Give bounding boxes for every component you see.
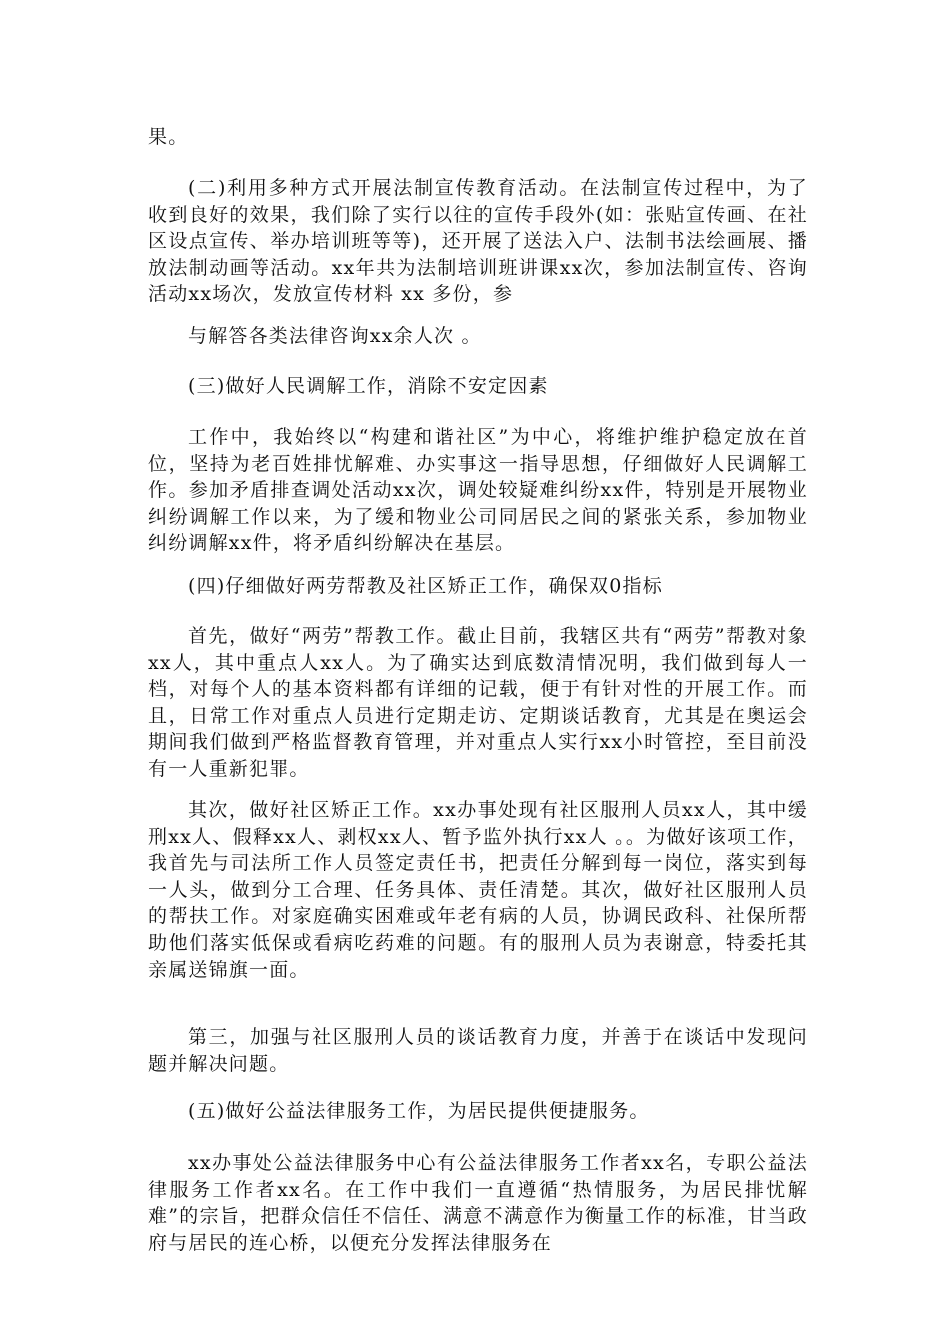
second-point-paragraph: 其次，做好社区矫正工作。xx办事处现有社区服刑人员xx人，其中缓刑xx人、假释xx人、剥权xx人、暂予监外执行xx人 。。为做好该项工作，我首先与司法所工作人员签定责任书，把责任分解到每一岗位，落实到每一人头，做到分工合理、任务具体、责任清楚。其次，做好社区服刑人员的帮扶工作。对家庭确实困难或年老有病的人员，协调民政科、社保所帮助他们落实低保或看病吃药难的问题。有的服刑人员为表谢意，特委托其亲属送锦旗一面。: [148, 799, 808, 981]
legal-service-paragraph: xx办事处公益法律服务中心有公益法律服务工作者xx名，专职公益法律服务工作者xx名。在工作中我们一直遵循“热情服务，为居民排忧解难”的宗旨，把群众信任不信任、满意不满意作为衡量工作的标准，甘当政府与居民的连心桥，以便充分发挥法律服务在: [148, 1152, 808, 1254]
paragraph-continuation: 果。: [148, 126, 189, 148]
legal-consultation-paragraph: 与解答各类法律咨询xx余人次 。: [188, 325, 482, 347]
section-two-heading-paragraph: (二)利用多种方式开展法制宣传教育活动。在法制宣传过程中，为了收到良好的效果，我们除了实行以往的宣传手段外(如：张贴宣传画、在社区设点宣传、举办培训班等等)，还开展了送法入户、法制书法绘画展、播放法制动画等活动。xx年共为法制培训班讲课xx次，参加法制宣传、咨询活动xx场次，发放宣传材料 xx 多份，参: [148, 177, 808, 306]
section-five-heading: (五)做好公益法律服务工作，为居民提供便捷服务。: [188, 1100, 650, 1122]
section-three-heading: (三)做好人民调解工作，消除不安定因素: [188, 375, 549, 397]
mediation-work-paragraph: 工作中，我始终以“构建和谐社区”为中心，将维护维护稳定放在首位，坚持为老百姓排忧解难、办实事这一指导思想，仔细做好人民调解工作。参加矛盾排查调处活动xx次，调处较疑难纠纷xx件，特别是开展物业纠纷调解工作以来，为了缓和物业公司同居民之间的紧张关系，参加物业纠纷调解xx件，将矛盾纠纷解决在基层。: [148, 426, 808, 555]
first-point-paragraph: 首先，做好“两劳”帮教工作。截止目前，我辖区共有“两劳”帮教对象xx人，其中重点人xx人。为了确实达到底数清情况明，我们做到每人一档，对每个人的基本资料都有详细的记载，便于有针对性的开展工作。而且，日常工作对重点人员进行定期走访、定期谈话教育，尤其是在奥运会期间我们做到严格监督教育管理，并对重点人实行xx小时管控，至目前没有一人重新犯罪。: [148, 625, 808, 780]
section-four-heading: (四)仔细做好两劳帮教及社区矫正工作，确保双0指标: [188, 575, 663, 597]
third-point-paragraph: 第三，加强与社区服刑人员的谈话教育力度，并善于在谈话中发现问题并解决问题。: [148, 1026, 808, 1075]
